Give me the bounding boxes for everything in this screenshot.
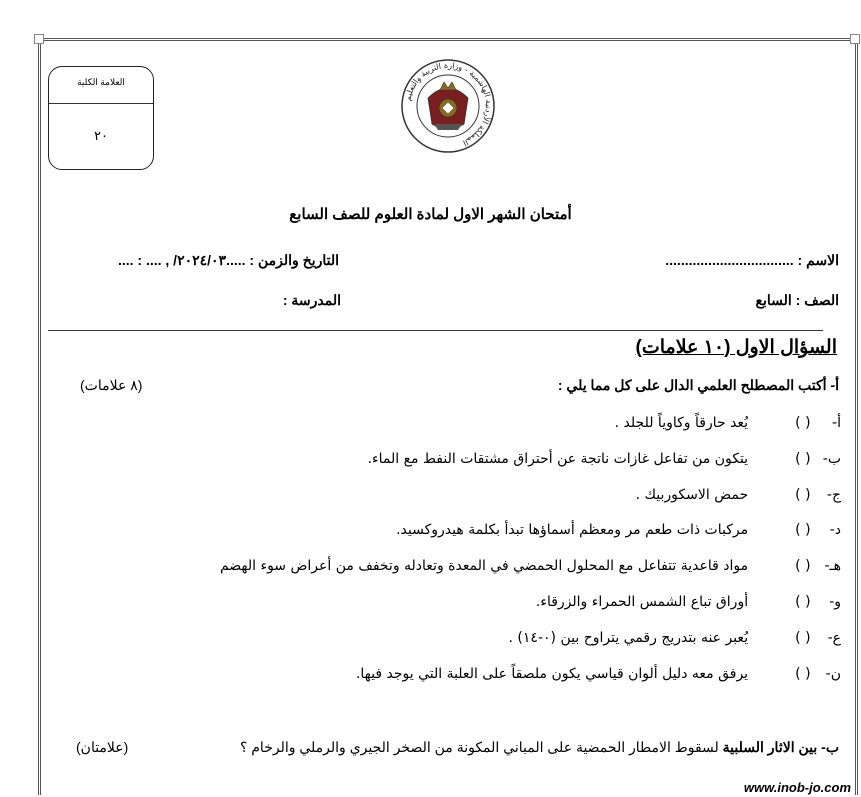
list-item [356, 666, 841, 682]
answer-blank[interactable]: ( ) [795, 415, 811, 431]
item-text: يرفق معه دليل ألوان قياسي يكون ملصقاً على العلبة التي يوجد فيها. [355, 666, 749, 682]
border-corner-right [850, 34, 860, 44]
item-text: يتكون من تفاعل غازات ناتجة عن أحتراق مشتقات النفط مع الماء. [367, 451, 749, 467]
list-item [636, 487, 841, 503]
answer-blank[interactable]: ( ) [795, 487, 811, 503]
list-item [220, 558, 841, 574]
item-label: أ- [832, 415, 841, 431]
item-label: د- [829, 522, 841, 538]
part-b-text: لسقوط الامطار الحمضية على المباني المكونة من الصخر الجيري والرملي والرخام ؟ [239, 739, 719, 755]
school-label: المدرسة : [282, 292, 341, 308]
list-item [615, 415, 841, 431]
date-time-label: التاريخ والزمن : .....٢٠٢٤/٠٣/ , .... : .... [117, 252, 339, 268]
answer-blank[interactable]: ( ) [795, 594, 811, 610]
emblem-ring-text: المملكة الأردنية الهاشمية - وزارة التربية والتعليم [403, 60, 494, 148]
part-b-marks: (علامتان) [76, 739, 129, 755]
answer-blank[interactable]: ( ) [795, 558, 811, 574]
answer-blank[interactable]: ( ) [795, 522, 811, 538]
item-label: ب- [822, 451, 841, 467]
item-label: ن- [825, 666, 841, 682]
total-grade-box [48, 66, 154, 170]
border-corner-left [34, 34, 44, 44]
class-label: الصف : السابع [755, 292, 839, 308]
item-text: مركبات ذات طعم مر ومعظم أسماؤها تبدأ بكلمة هيدروكسيد. [396, 522, 749, 538]
item-text: أوراق تباع الشمس الحمراء والزرقاء. [535, 594, 749, 610]
item-label: ج- [826, 487, 841, 503]
part-a-marks: (٨ علامات) [80, 377, 143, 393]
item-text: يُعبر عنه بتدريج رقمي يتراوح بين (٠-١٤) . [508, 630, 749, 646]
grade-box-divider [49, 103, 153, 104]
item-text: مواد قاعدية تتفاعل مع المحلول الحمضي في المعدة وتعادله وتخفف من أعراض سوء الهضم [219, 558, 749, 574]
name-dots: ................................. [665, 252, 794, 268]
total-grade-label: العلامة الكلية [77, 77, 125, 87]
name-label: الاسم : [797, 252, 839, 268]
answer-blank[interactable]: ( ) [795, 451, 811, 467]
list-item [509, 630, 841, 646]
list-item [536, 594, 841, 610]
question-1-heading: السؤال الاول (١٠ علامات) [635, 337, 837, 358]
item-label: و- [829, 594, 841, 610]
header-divider [48, 330, 823, 331]
item-text: حمض الاسكوربيك . [635, 487, 749, 503]
item-label: هـ- [824, 558, 841, 574]
part-b-prompt [240, 739, 839, 756]
list-item [368, 451, 841, 467]
part-b-prefix: ب- بين الاثار السلبية [722, 739, 839, 755]
ministry-emblem [400, 58, 496, 154]
list-item [396, 522, 841, 538]
answer-blank[interactable]: ( ) [795, 630, 811, 646]
item-label: ع- [827, 630, 841, 646]
exam-title: أمتحان الشهر الاول لمادة العلوم للصف السابع [289, 206, 572, 223]
part-a-prompt: أ- أكتب المصطلح العلمي الدال على كل مما يلي : [557, 377, 839, 393]
item-text: يُعد حارقاً وكاوياً للجلد . [614, 415, 749, 431]
answer-blank[interactable]: ( ) [795, 666, 811, 682]
total-grade-value: ٢٠ [94, 129, 108, 144]
footer-url[interactable]: www.inob-jo.com [743, 780, 851, 795]
student-name-label [665, 252, 839, 269]
